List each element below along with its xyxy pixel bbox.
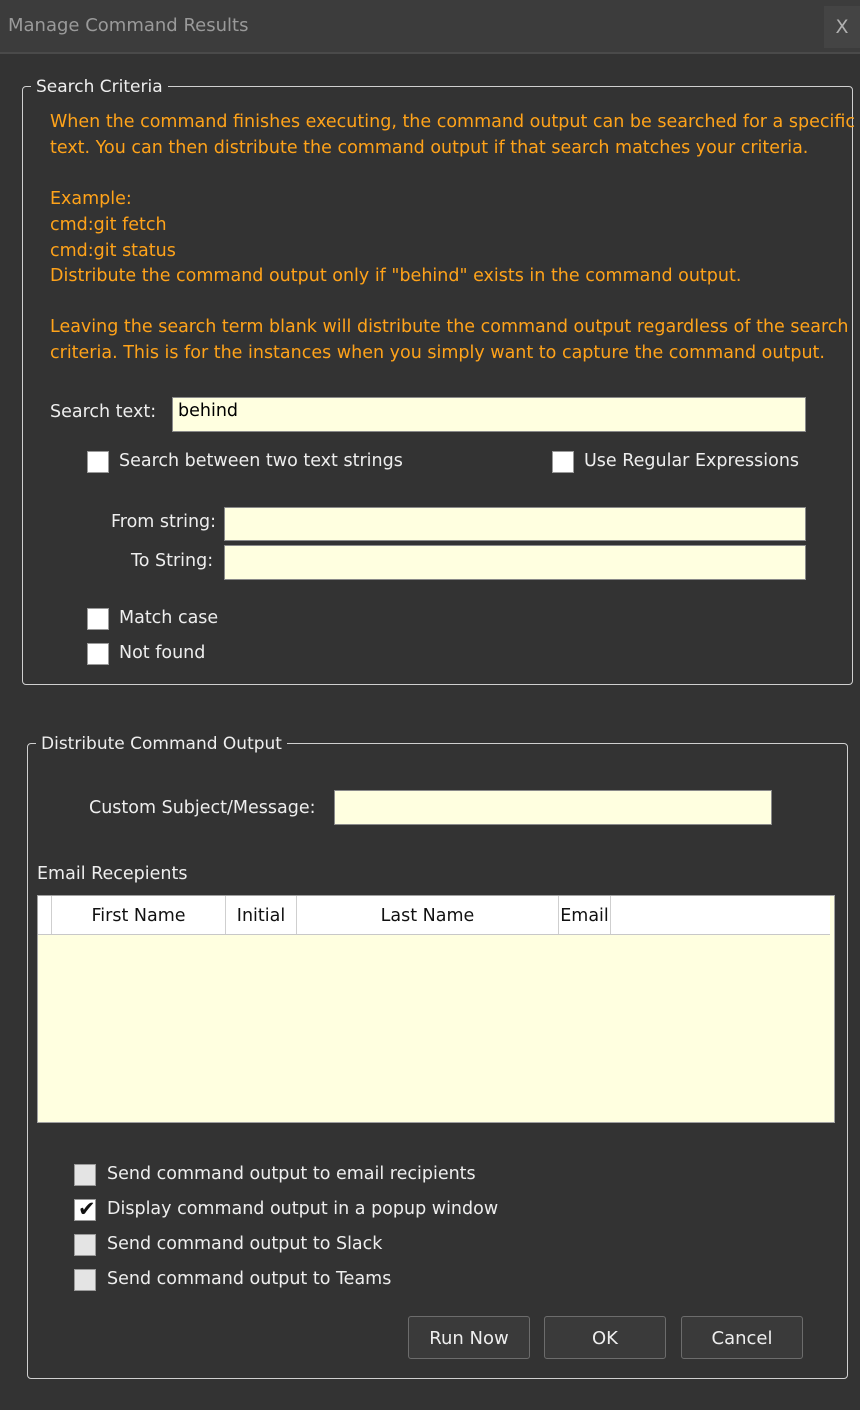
column-header-email[interactable]: Email xyxy=(559,896,611,934)
send-teams-checkbox[interactable] xyxy=(74,1269,96,1291)
checkmark-icon: ✔ xyxy=(78,1197,96,1221)
window-title: Manage Command Results xyxy=(8,15,249,36)
to-string-input[interactable] xyxy=(224,545,806,580)
popup-window-label: Display command output in a popup window xyxy=(107,1199,499,1219)
search-between-checkbox[interactable] xyxy=(87,451,109,473)
not-found-checkbox[interactable] xyxy=(87,643,109,665)
info-line: cmd:git fetch xyxy=(50,215,167,235)
search-criteria-group xyxy=(22,86,853,685)
search-criteria-legend: Search Criteria xyxy=(31,77,168,97)
custom-subject-label: Custom Subject/Message: xyxy=(89,798,316,818)
match-case-checkbox[interactable] xyxy=(87,608,109,630)
send-slack-checkbox[interactable] xyxy=(74,1234,96,1256)
info-line: When the command finishes executing, the command output can be searched for a specific xyxy=(50,112,855,132)
title-bar xyxy=(0,0,860,54)
column-header-last-name[interactable]: Last Name xyxy=(297,896,559,934)
run-now-button[interactable]: Run Now xyxy=(408,1316,530,1359)
close-button[interactable]: X xyxy=(824,6,860,48)
info-line: cmd:git status xyxy=(50,241,176,261)
send-email-label: Send command output to email recipients xyxy=(107,1164,476,1184)
ok-button[interactable]: OK xyxy=(544,1316,666,1359)
custom-subject-input[interactable] xyxy=(334,790,772,825)
row-header-corner xyxy=(38,896,52,934)
email-recipients-label: Email Recepients xyxy=(37,864,188,884)
info-line: Example: xyxy=(50,189,132,209)
column-header-first-name[interactable]: First Name xyxy=(52,896,226,934)
recipients-grid[interactable] xyxy=(37,895,835,1123)
cancel-button[interactable]: Cancel xyxy=(681,1316,803,1359)
from-string-input[interactable] xyxy=(224,507,806,541)
send-slack-label: Send command output to Slack xyxy=(107,1234,383,1254)
column-header-initial[interactable]: Initial xyxy=(226,896,297,934)
distribute-legend: Distribute Command Output xyxy=(36,734,287,754)
info-line: criteria. This is for the instances when you simply want to capture the command output. xyxy=(50,343,825,363)
to-string-label: To String: xyxy=(131,551,214,571)
from-string-label: From string: xyxy=(111,512,217,532)
info-line: text. You can then distribute the command output if that search matches your criteria. xyxy=(50,138,809,158)
send-teams-label: Send command output to Teams xyxy=(107,1269,392,1289)
popup-window-checkbox[interactable] xyxy=(74,1199,96,1221)
match-case-label: Match case xyxy=(119,608,219,628)
not-found-label: Not found xyxy=(119,643,206,663)
search-text-input[interactable]: behind xyxy=(172,397,806,432)
grid-header xyxy=(38,896,830,935)
search-between-label: Search between two text strings xyxy=(119,451,403,471)
regex-checkbox[interactable] xyxy=(552,451,574,473)
info-line: Leaving the search term blank will distribute the command output regardless of the search xyxy=(50,317,849,337)
send-email-checkbox[interactable] xyxy=(74,1164,96,1186)
info-line: Distribute the command output only if "behind" exists in the command output. xyxy=(50,266,742,286)
regex-label: Use Regular Expressions xyxy=(584,451,800,471)
search-text-label: Search text: xyxy=(50,402,157,422)
